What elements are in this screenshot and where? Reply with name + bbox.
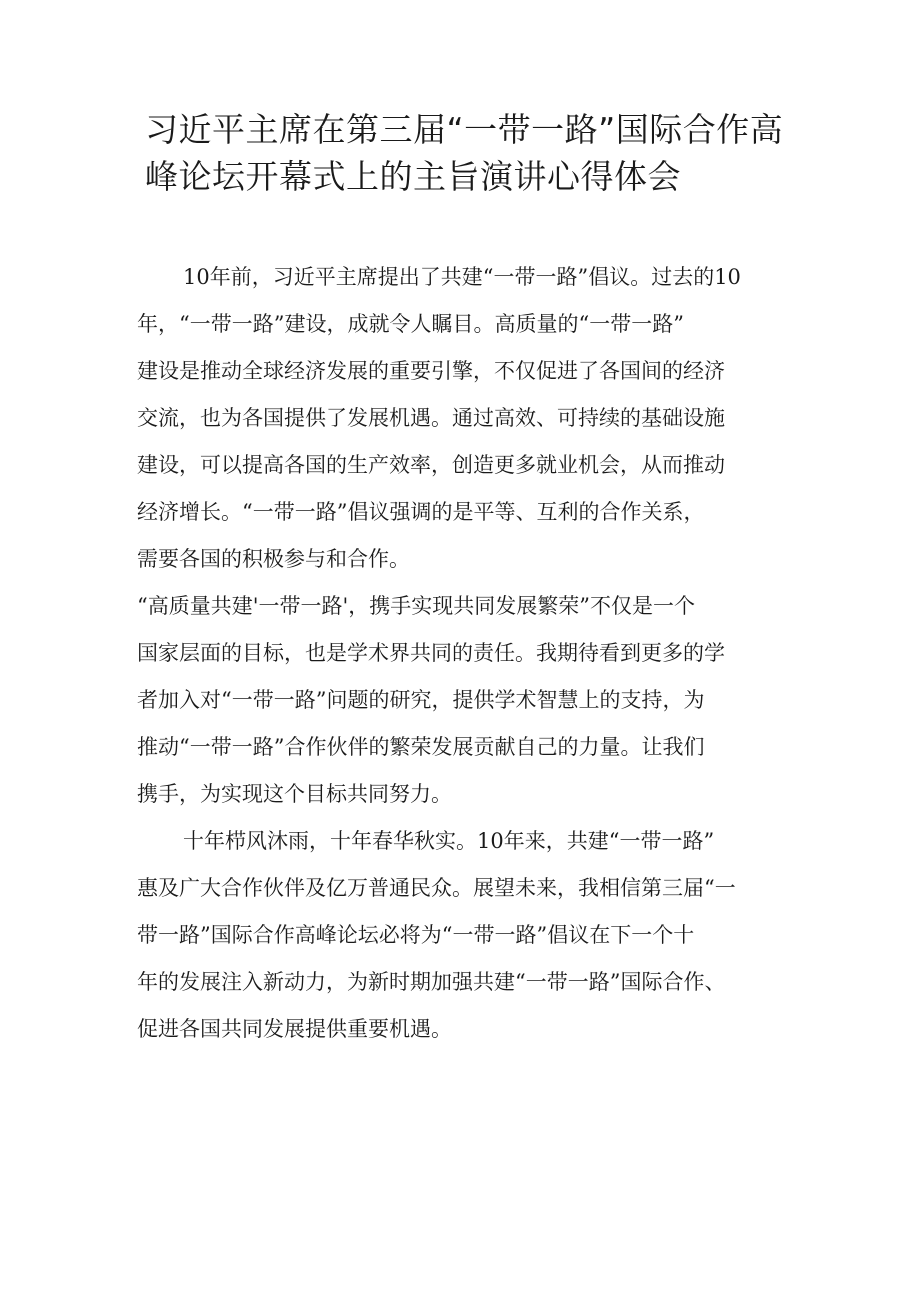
title-line-1: 习近平主席在第三届“一带一路”国际合作高 bbox=[145, 110, 784, 149]
paragraph-line: 交流，也为各国提供了发展机遇。通过高效、可持续的基础设施 bbox=[137, 406, 725, 430]
paragraph-line: “高质量共建'一带一路'，携手实现共同发展繁荣”不仅是一个 bbox=[137, 594, 696, 618]
paragraph-line: 惠及广大合作伙伴及亿万普通民众。展望未来，我相信第三届“一 bbox=[137, 876, 736, 900]
paragraph-1 bbox=[137, 254, 817, 583]
paragraph-line: 需要各国的积极参与和合作。 bbox=[137, 547, 410, 571]
document-body bbox=[137, 254, 817, 1053]
paragraph-line: 建设是推动全球经济发展的重要引擎，不仅促进了各国间的经济 bbox=[137, 359, 725, 383]
title-line-2: 峰论坛开幕式上的主旨演讲心得体会 bbox=[145, 157, 681, 196]
paragraph-line: 推动“一带一路”合作伙伴的繁荣发展贡献自己的力量。让我们 bbox=[137, 735, 705, 759]
paragraph-line: 建设，可以提高各国的生产效率，创造更多就业机会，从而推动 bbox=[137, 453, 725, 477]
paragraph-line: 年的发展注入新动力，为新时期加强共建“一带一路”国际合作、 bbox=[137, 970, 726, 994]
document-title bbox=[145, 106, 825, 200]
paragraph-line: 年，“一带一路”建设，成就令人瞩目。高质量的“一带一路” bbox=[137, 312, 684, 336]
paragraph-3 bbox=[137, 818, 817, 1053]
paragraph-line: 促进各国共同发展提供重要机遇。 bbox=[137, 1017, 452, 1041]
paragraph-line: 国家层面的目标，也是学术界共同的责任。我期待看到更多的学 bbox=[137, 641, 725, 665]
paragraph-line: 经济增长。“一带一路”倡议强调的是平等、互利的合作关系， bbox=[137, 500, 705, 524]
paragraph-line: 携手，为实现这个目标共同努力。 bbox=[137, 782, 452, 806]
paragraph-line: 10年前，习近平主席提出了共建“一带一路”倡议。过去的10 bbox=[183, 265, 741, 289]
paragraph-line: 十年栉风沐雨，十年春华秋实。10年来，共建“一带一路” bbox=[183, 829, 715, 853]
paragraph-line: 者加入对“一带一路”问题的研究，提供学术智慧上的支持，为 bbox=[137, 688, 705, 712]
paragraph-2 bbox=[137, 583, 817, 818]
paragraph-line: 带一路”国际合作高峰论坛必将为“一带一路”倡议在下一个十 bbox=[137, 923, 695, 947]
